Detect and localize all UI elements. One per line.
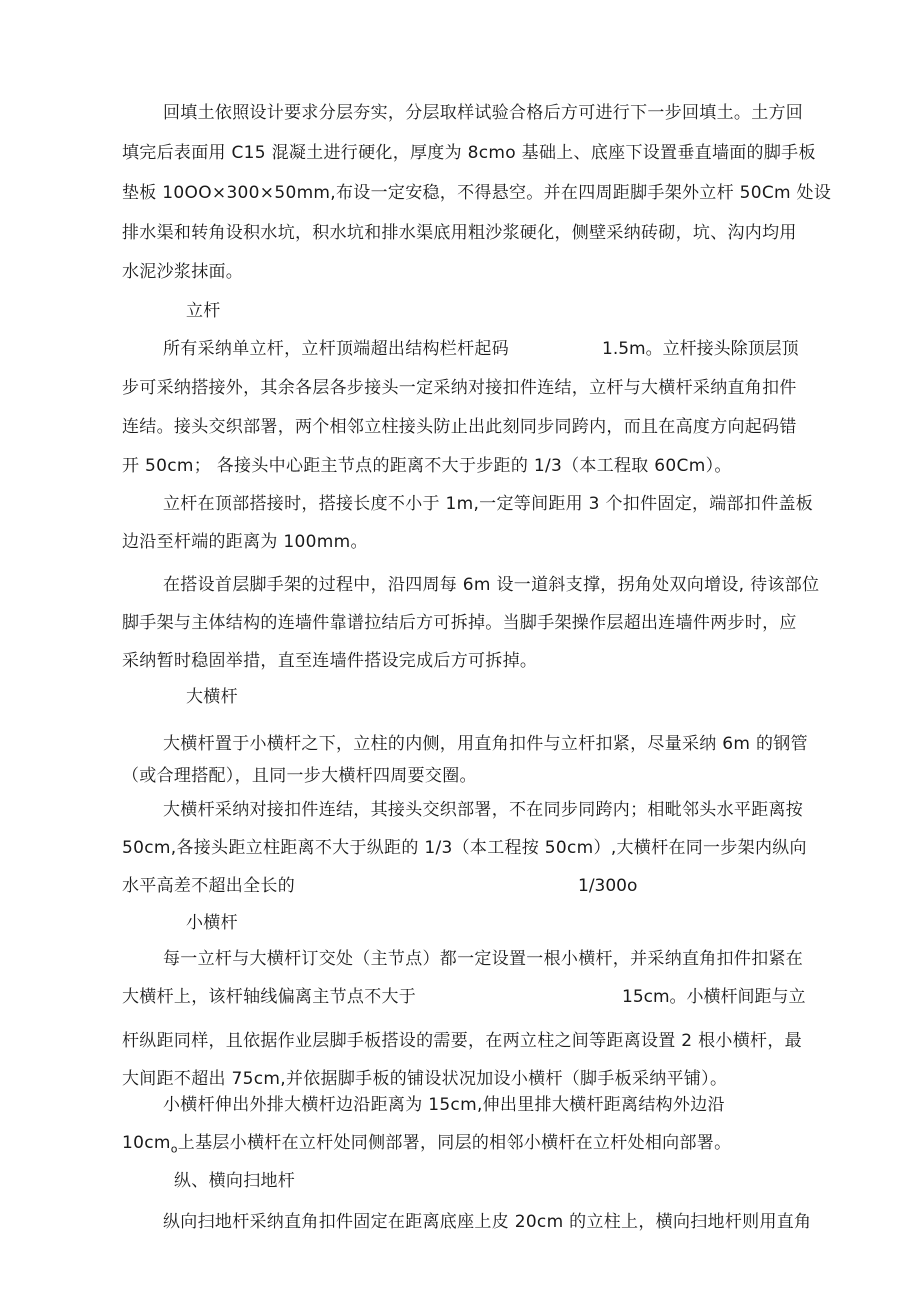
paragraph-line: 采纳暂时稳固举措，直至连墙件搭设完成后方可拆掉。: [122, 651, 538, 671]
paragraph-line: 大间距不超出 75cm,并依据脚手板的铺设状况加设小横杆（脚手板采纳平铺）。: [122, 1069, 728, 1089]
paragraph-line: 水平高差不超出全长的: [122, 876, 295, 896]
paragraph-line: 开 50cm； 各接头中心距主节点的距离不大于步距的 1/3（本工程取 60Cm）。: [122, 456, 732, 476]
paragraph-line: 大横杆采纳对接扣件连结，其接头交织部署，不在同步同跨内；相毗邻头水平距离按: [163, 800, 804, 820]
value-10cm: 10cm: [122, 1133, 171, 1153]
paragraph-line: 50cm,各接头距立柱距离不大于纵距的 1/3（本工程按 50cm）,大横杆在同一步架内纵向: [122, 838, 807, 858]
paragraph-line: 在搭设首层脚手架的过程中，沿四周每 6m 设一道斜支撑，拐角处双向增设, 待该部位: [163, 575, 820, 595]
paragraph-line: 所有采纳单立杆，立杆顶端超出结构栏杆起码: [163, 339, 509, 359]
paragraph-line: 杆纵距同样，且依据作业层脚手板搭设的需要，在两立柱之间等距离设置 2 根小横杆，最: [122, 1031, 802, 1051]
paragraph-line: [122, 1132, 731, 1160]
paragraph-line: 排水渠和转角设积水坑，积水坑和排水渠底用粗沙浆硬化，侧壁采纳砖砌，坑、沟内均用: [122, 223, 797, 243]
paragraph-line: 小横杆伸出外排大横杆边沿距离为 15cm,伸出里排大横杆距离结构外边沿: [163, 1095, 725, 1115]
section-heading-xiaohenggan: 小横杆: [186, 913, 238, 933]
paragraph-line: 立杆在顶部搭接时，搭接长度不小于 1m,一定等间距用 3 个扣件固定，端部扣件盖板: [163, 494, 814, 514]
section-heading-dahenggan: 大横杆: [186, 687, 238, 707]
section-heading-saodigan: 纵、横向扫地杆: [174, 1171, 296, 1191]
paragraph-line: 回填土依照设计要求分层夯实，分层取样试验合格后方可进行下一步回填土。土方回: [163, 103, 804, 123]
paragraph-line: 步可采纳搭接外，其余各层各步接头一定采纳对接扣件连结，立杆与大横杆采纳直角扣件: [122, 378, 797, 398]
paragraph-line: 脚手架与主体结构的连墙件靠谱拉结后方可拆掉。当脚手架操作层超出连墙件两步时，应: [122, 613, 797, 633]
paragraph-line: 每一立杆与大横杆订交处（主节点）都一定设置一根小横杆，并采纳直角扣件扣紧在: [163, 949, 804, 969]
paragraph-line-rest: 上基层小横杆在立杆处同侧部署，同层的相邻小横杆在立杆处相向部署。: [177, 1133, 732, 1153]
paragraph-line: 边沿至杆端的距离为 100mm。: [122, 532, 368, 552]
subscript-o: o: [170, 1142, 178, 1156]
paragraph-line: 大横杆上，该杆轴线偏离主节点不大于: [122, 987, 417, 1007]
paragraph-line-tail: 15cm。小横杆间距与立: [622, 987, 806, 1007]
paragraph-line: 填完后表面用 C15 混凝土进行硬化，厚度为 8cmo 基础上、底座下设置垂直墙面的脚手板: [122, 143, 816, 163]
paragraph-line: 纵向扫地杆采纳直角扣件固定在距离底座上皮 20cm 的立柱上，横向扫地杆则用直角: [163, 1212, 812, 1232]
paragraph-line: 连结。接头交织部署，两个相邻立柱接头防止出此刻同步同跨内，而且在高度方向起码错: [122, 417, 797, 437]
paragraph-line: （或合理搭配），且同一步大横杆四周要交圈。: [122, 766, 477, 786]
paragraph-line-tail: 1.5m。立杆接头除顶层顶: [602, 339, 799, 359]
paragraph-line: 水泥沙浆抹面。: [122, 262, 244, 282]
paragraph-line: 垫板 10OO×300×50mm,布设一定安稳，不得悬空。并在四周距脚手架外立杆 50Cm 处设: [122, 183, 832, 203]
section-heading-ligan: 立杆: [186, 301, 221, 321]
paragraph-line: 大横杆置于小横杆之下，立柱的内侧，用直角扣件与立杆扣紧，尽量采纳 6m 的钢管: [163, 734, 808, 754]
paragraph-line-tail: 1/300o: [578, 876, 638, 896]
